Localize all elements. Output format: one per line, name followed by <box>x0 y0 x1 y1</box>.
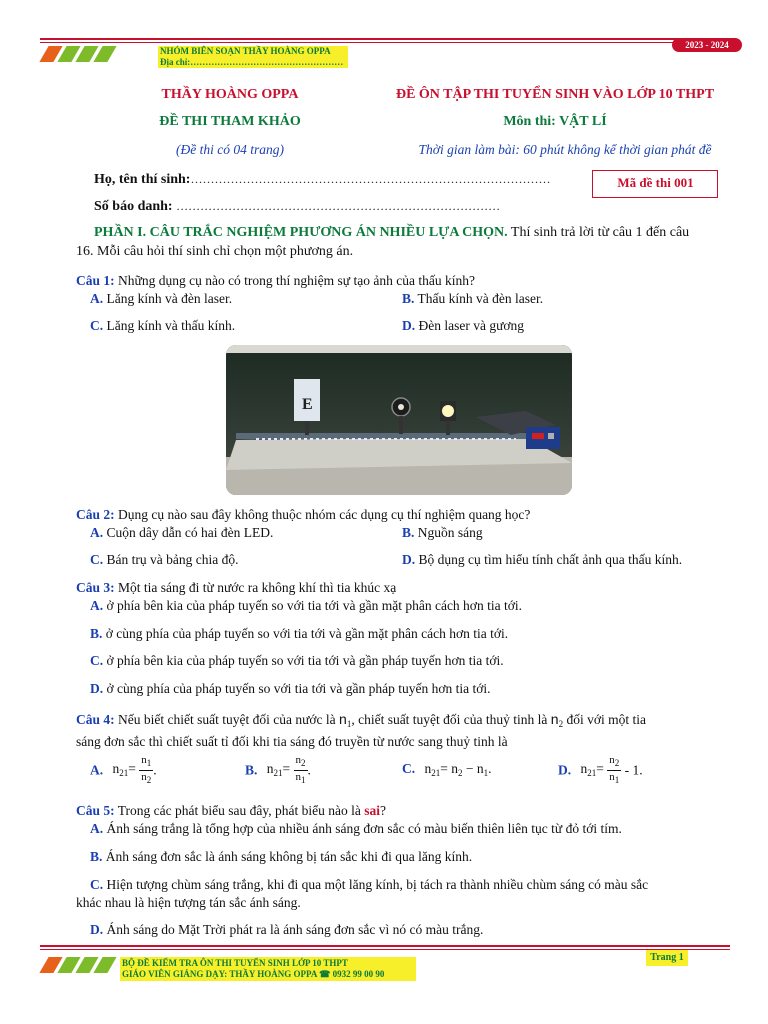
q5-stem <box>76 802 386 820</box>
q1-option-c[interactable] <box>90 317 235 335</box>
q2-label: Câu 2: <box>76 507 115 522</box>
n2-subscript: 2 <box>558 719 564 729</box>
option-text: ở phía bên kia của pháp tuyến so với tia tới và gần pháp tuyến hơn tia tới. <box>106 653 504 668</box>
q3-text: Một tia sáng đi từ nước ra không khí thì tia khúc xạ <box>114 580 397 595</box>
formula-n: n <box>112 760 120 776</box>
q4-text-a: Nếu biết chiết suất tuyệt đối của nước là <box>114 712 340 727</box>
q2-option-b[interactable] <box>402 524 483 542</box>
n2-symbol: n <box>550 711 559 727</box>
id-dots: ……………………………………………………………………… <box>176 199 501 213</box>
student-name-row <box>94 172 550 188</box>
q4-text-c: đối với một tia <box>563 712 646 727</box>
q2-option-d[interactable] <box>402 551 682 569</box>
option-letter: C. <box>90 318 104 333</box>
q3-option-b[interactable] <box>90 625 508 643</box>
pages-note: (Đề thi có 04 trang) <box>176 142 284 157</box>
footer-line1: BỘ ĐỀ KIỂM TRA ÔN THI TUYỂN SINH LỚP 10 THPT <box>122 958 348 968</box>
n1-symbol: n <box>339 711 347 727</box>
experiment-photo <box>226 345 572 495</box>
name-dots: ……………………………………………………………………………… <box>190 172 551 186</box>
option-letter: B. <box>402 525 415 540</box>
q1-text: Những dụng cụ nào có trong thí nghiệm sự tạo ảnh của thấu kính? <box>114 273 475 288</box>
option-letter: B. <box>245 762 258 778</box>
page-number: Trang 1 <box>650 952 684 963</box>
formula: $n_{21}= n_2 - n_1$. <box>424 761 492 778</box>
q4-option-b[interactable]: B. $n_{21}=$ $\frac{n_2}{n_1}$ . <box>245 754 311 785</box>
q1-option-d[interactable] <box>402 317 524 335</box>
q1-stem <box>76 272 475 290</box>
option-text: Ánh sáng do Mặt Trời phát ra là ánh sáng đơn sắc vì nó có màu trắng. <box>106 922 484 937</box>
footer-line2: GIÁO VIÊN GIẢNG DẠY: THẦY HOÀNG OPPA ☎ 0932 99 00 90 <box>122 969 385 979</box>
option-letter: B. <box>90 849 103 864</box>
part1-instruction-2: 16. Mỗi câu hỏi thí sinh chỉ chọn một phương án. <box>76 244 354 259</box>
option-letter: A. <box>90 821 104 836</box>
formula-eq: = <box>282 760 291 776</box>
exam-code: Mã đề thi 001 <box>617 175 694 190</box>
option-text: Đèn laser và gương <box>418 318 525 333</box>
year-text: 2023 - 2024 <box>685 40 729 50</box>
option-letter: C. <box>90 552 104 567</box>
q1-option-a[interactable] <box>90 290 232 308</box>
option-letter: A. <box>90 598 104 613</box>
optical-bench-illustration <box>226 345 572 495</box>
fraction: $\frac{n_2}{n_1}$ <box>609 754 620 785</box>
exam-title: ĐỀ ÔN TẬP THI TUYỂN SINH VÀO LỚP 10 THPT <box>395 87 715 102</box>
option-letter: C. <box>90 877 104 892</box>
formula-n: n <box>266 760 274 776</box>
option-text: Lăng kính và đèn laser. <box>106 291 233 306</box>
fraction: $\frac{n_2}{n_1}$ <box>295 754 306 785</box>
option-letter: A. <box>90 762 104 778</box>
option-text: Lăng kính và thấu kính. <box>106 318 236 333</box>
address: Địa chỉ:…………………………………………… <box>160 57 344 67</box>
q3-option-d[interactable] <box>90 680 491 698</box>
q2-text: Dụng cụ nào sau đây không thuộc nhóm các dụng cụ thí nghiệm quang học? <box>114 507 531 522</box>
q4-option-d[interactable] <box>558 754 643 787</box>
footer-red-line <box>40 945 730 947</box>
header-red-line <box>40 38 730 40</box>
q5-label: Câu 5: <box>76 803 115 818</box>
teacher-name: THẦY HOÀNG OPPA <box>161 87 299 102</box>
q2-option-a[interactable] <box>90 524 273 542</box>
q3-option-a[interactable] <box>90 597 522 615</box>
footer-red-line-thin <box>40 949 730 950</box>
q5-text: Trong các phát biểu sau đây, phát biểu nào là <box>114 803 365 818</box>
q4-text-b: , chiết suất tuyệt đối của thuỷ tinh là <box>351 712 551 727</box>
option-letter: A. <box>90 291 104 306</box>
formula: $n_{21}=$ <box>580 760 604 778</box>
q5-emph: sai <box>364 803 380 818</box>
time-note: Thời gian làm bài: 60 phút không kể thời gian phát đề <box>418 142 712 157</box>
q4-option-a[interactable]: A. $n_{21}=$ $\frac{n_1}{n_2}$ . <box>90 754 157 785</box>
q5-option-c[interactable] <box>90 876 648 894</box>
q4-label: Câu 4: <box>76 712 115 727</box>
formula <box>267 761 290 776</box>
q3-label: Câu 3: <box>76 580 115 595</box>
option-letter: C. <box>402 761 416 776</box>
q1-label: Câu 1: <box>76 273 115 288</box>
q3-option-c[interactable] <box>90 652 504 670</box>
subject: Môn thi: VẬT LÍ <box>503 114 607 129</box>
option-text: Nguồn sáng <box>417 525 483 540</box>
option-letter: D. <box>90 922 104 937</box>
student-id-row <box>94 199 500 215</box>
option-text: ở phía bên kia của pháp tuyến so với tia tới và gần mặt phân cách hơn tia tới. <box>106 598 522 613</box>
q3-stem <box>76 579 396 597</box>
q5-option-c-cont: khác nhau là hiện tượng tán sắc ánh sáng. <box>76 895 301 910</box>
q5-option-a[interactable] <box>90 820 622 838</box>
option-text: Bán trụ và bảng chia độ. <box>106 552 239 567</box>
q1-option-b[interactable] <box>402 290 543 308</box>
option-text: Bộ dụng cụ tìm hiểu tính chất ảnh qua thấu kính. <box>418 552 683 567</box>
n1-subscript: 1 <box>346 719 352 729</box>
name-label: Họ, tên thí sinh: <box>94 172 191 187</box>
formula-sub: 21 <box>119 767 129 778</box>
formula-eq: = <box>128 760 136 776</box>
option-text: ở cùng phía của pháp tuyến so với tia tới và gần mặt phân cách hơn tia tới. <box>105 626 509 641</box>
screen-letter: E <box>302 396 313 413</box>
option-text: Thấu kính và đèn laser. <box>417 291 544 306</box>
formula-sub: 21 <box>273 767 283 778</box>
exam-type: ĐỀ THI THAM KHẢO <box>159 114 301 129</box>
option-letter: D. <box>402 552 416 567</box>
q5-option-b[interactable] <box>90 848 472 866</box>
part1-heading: PHẦN I. CÂU TRẮC NGHIỆM PHƯƠNG ÁN NHIỀU LỰA CHỌN. <box>94 225 508 240</box>
formula <box>113 761 136 776</box>
q4-text-2: sáng đơn sắc thì chiết suất tỉ đối khi tia sáng đó truyền từ nước sang thuỷ tinh là <box>76 734 508 749</box>
q4-option-c[interactable] <box>402 760 492 782</box>
option-text: Ánh sáng đơn sắc là ánh sáng không bị tán sắc khi đi qua lăng kính. <box>105 849 473 864</box>
option-letter: C. <box>90 653 104 668</box>
option-text: Cuộn dây dẫn có hai đèn LED. <box>106 525 274 540</box>
q5-qmark: ? <box>379 803 386 818</box>
q2-option-c[interactable] <box>90 551 238 569</box>
option-letter: D. <box>558 762 572 778</box>
q4-stem <box>76 710 646 733</box>
option-letter: B. <box>402 291 415 306</box>
option-text: ở cùng phía của pháp tuyến so với tia tới và gần pháp tuyến hơn tia tới. <box>106 681 491 696</box>
option-letter: D. <box>402 318 416 333</box>
part1-heading-line <box>94 224 734 242</box>
option-text: Hiện tượng chùm sáng trắng, khi đi qua một lăng kính, bị tách ra thành nhiều chùm sáng có màu sắc <box>106 877 649 892</box>
group-name: NHÓM BIÊN SOẠN THẦY HOÀNG OPPA <box>160 46 331 56</box>
q2-stem <box>76 506 530 524</box>
option-text: Ánh sáng trắng là tổng hợp của nhiều ánh sáng đơn sắc có màu biến thiên liên tục từ đỏ tới tím. <box>106 821 622 836</box>
fraction: $\frac{n_1}{n_2}$ <box>141 754 152 785</box>
header-red-line-thin <box>40 42 730 43</box>
option-letter: A. <box>90 525 104 540</box>
id-label: Số báo danh: <box>94 199 173 214</box>
part1-instruction-1: Thí sinh trả lời từ câu 1 đến câu <box>507 225 690 240</box>
option-letter: B. <box>90 626 103 641</box>
option-letter: D. <box>90 681 104 696</box>
minus-one: - 1. <box>621 762 643 778</box>
q5-option-d[interactable] <box>90 921 483 939</box>
